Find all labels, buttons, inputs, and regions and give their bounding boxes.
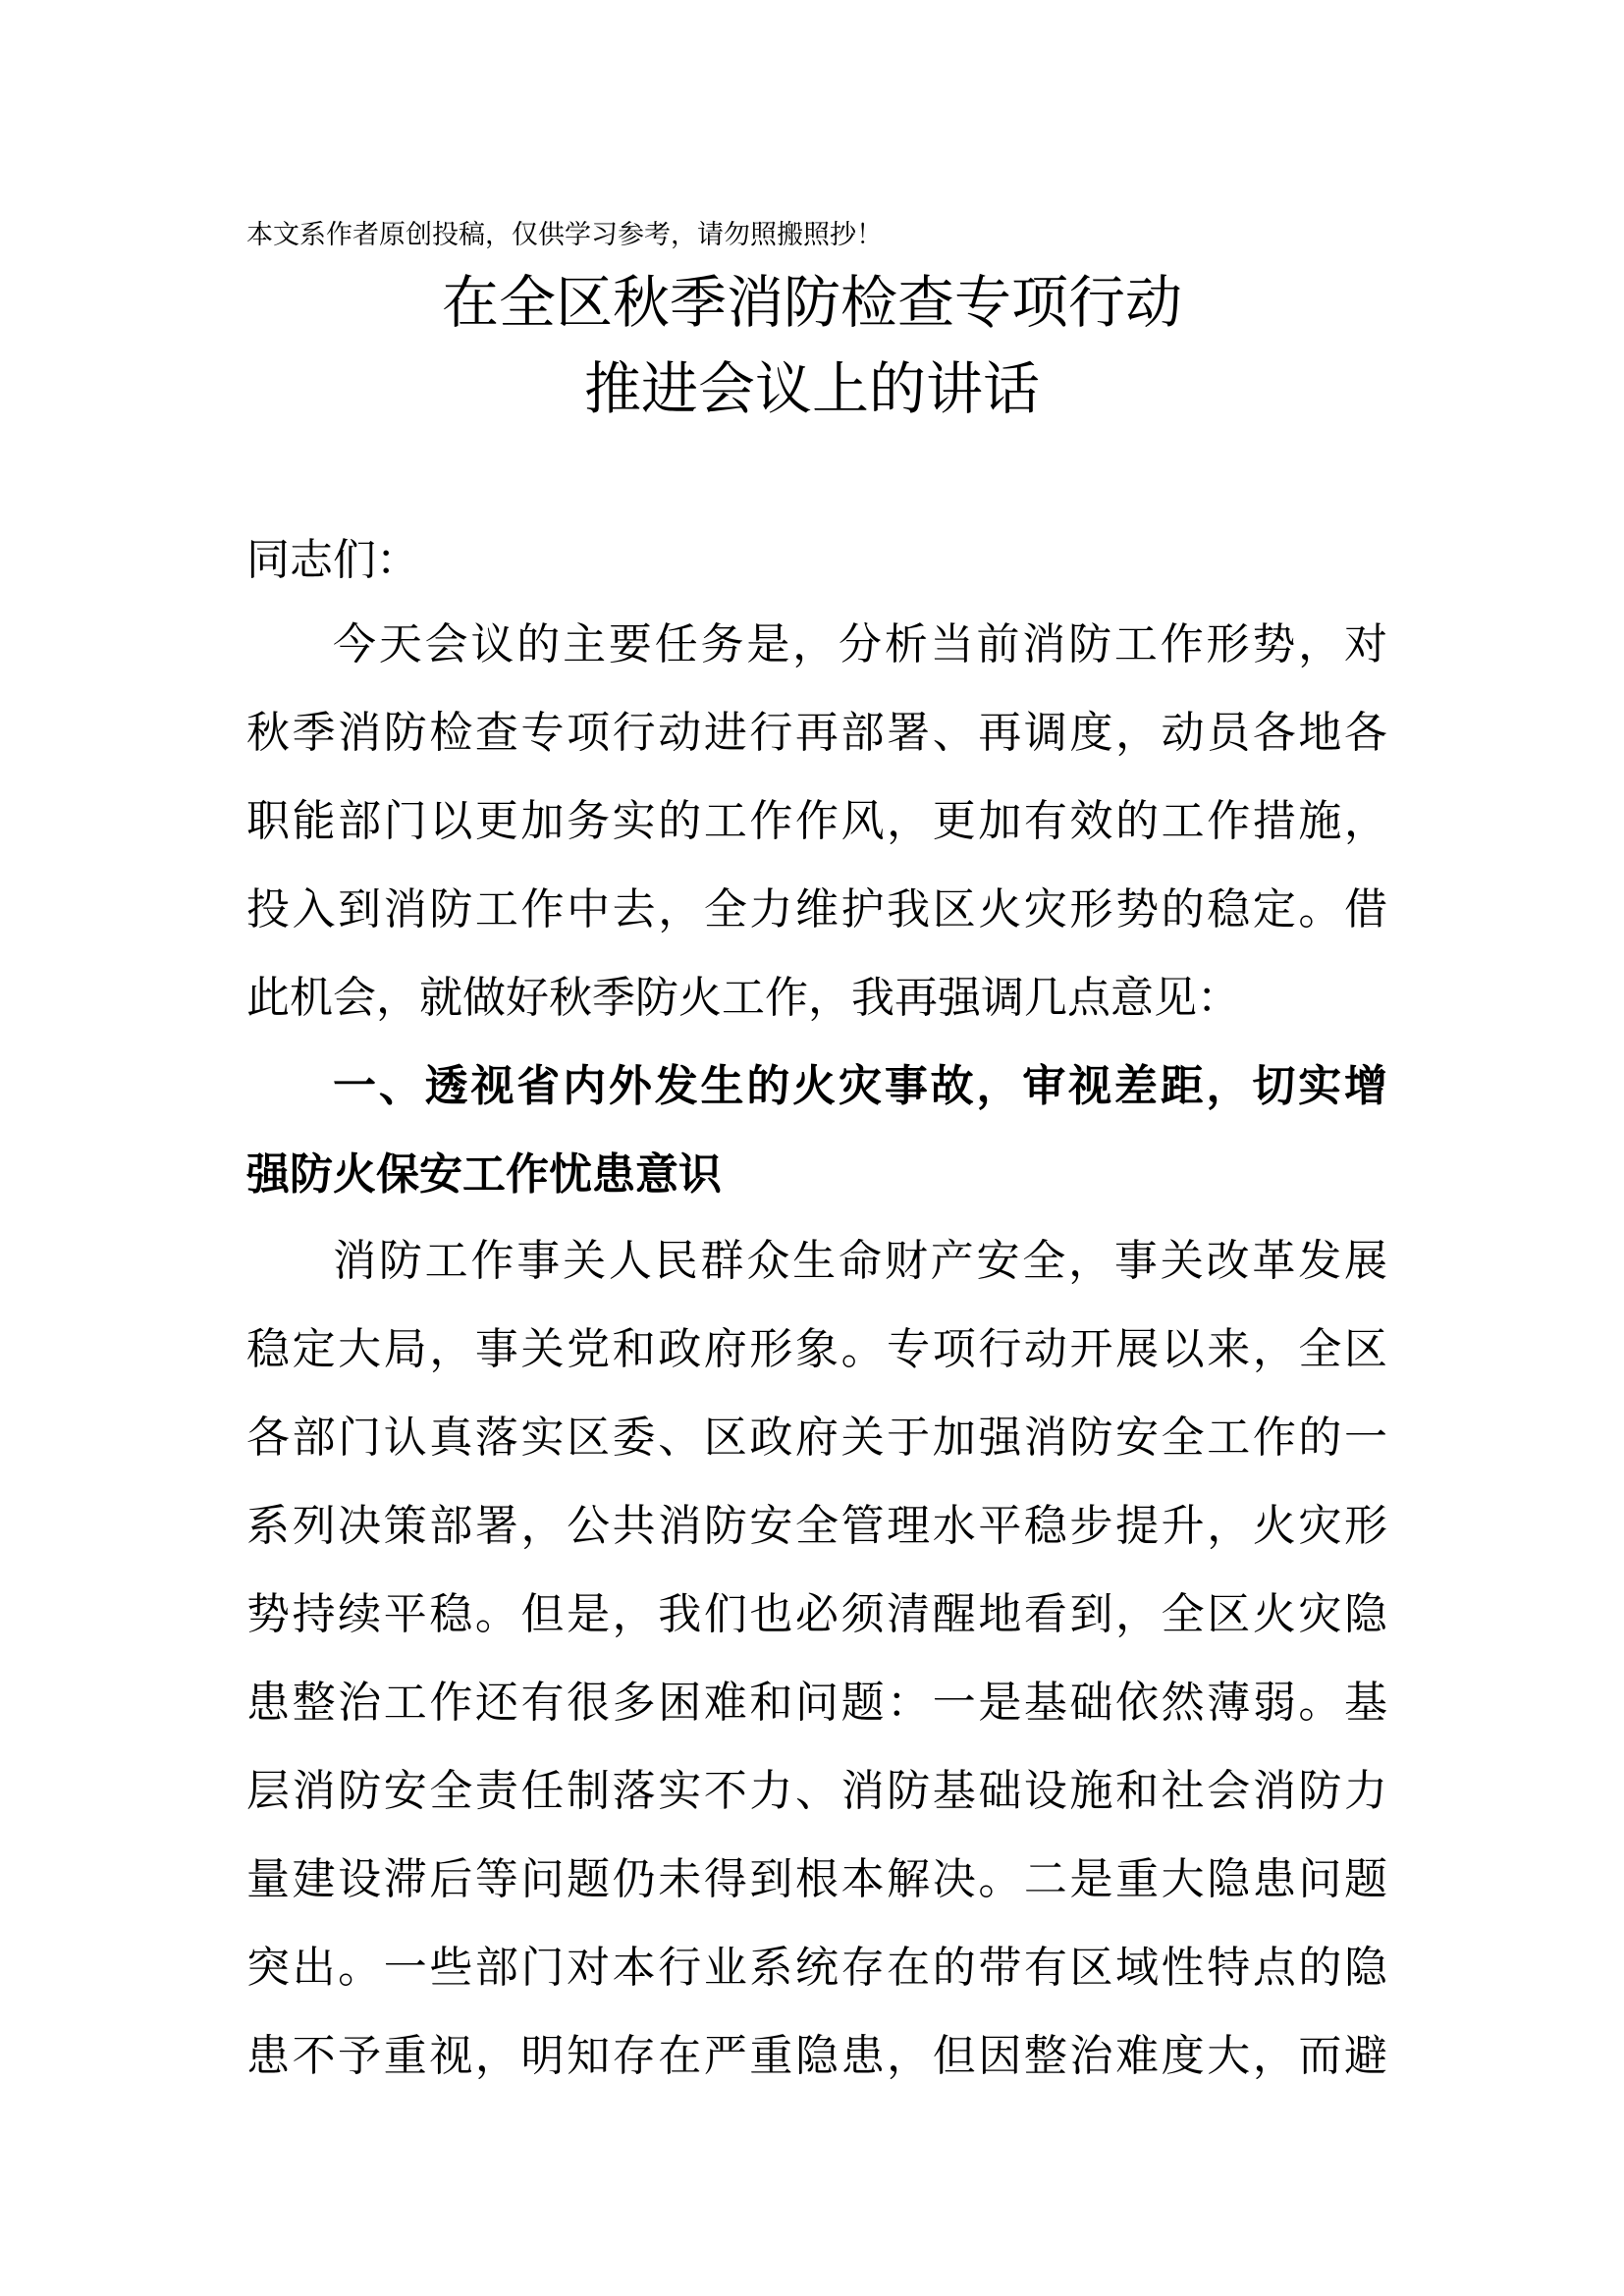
heading-line: 强防火保安工作忧患意识 — [246, 1149, 722, 1200]
text-line: 今天会议的主要任务是，分析当前消防工作形势，对 — [333, 619, 1387, 669]
text-line: 秋季消防检查专项行动进行再部署、再调度，动员各地各 — [246, 708, 1387, 758]
text-line: 稳定大局，事关党和政府形象。专项行动开展以来，全区 — [246, 1324, 1387, 1374]
document-title-line-1: 在全区秋季消防检查专项行动 — [441, 269, 1182, 336]
text-line: 势持续平稳。但是，我们也必须清醒地看到，全区火灾隐 — [246, 1589, 1387, 1639]
text-line: 消防工作事关人民群众生命财产安全，事关改革发展 — [333, 1236, 1387, 1286]
text-line: 投入到消防工作中去，全力维护我区火灾形势的稳定。借 — [246, 884, 1387, 934]
text-line: 层消防安全责任制落实不力、消防基础设施和社会消防力 — [246, 1766, 1387, 1816]
text-line: 患不予重视，明知存在严重隐患，但因整治难度大，而避 — [246, 2031, 1387, 2081]
salutation: 同志们： — [246, 535, 419, 585]
text-line: 量建设滞后等问题仍未得到根本解决。二是重大隐患问题 — [246, 1854, 1387, 1904]
paragraph-intro — [246, 601, 1387, 1042]
paragraph-section-1 — [246, 1217, 1387, 2101]
text-line: 此机会，就做好秋季防火工作，我再强调几点意见： — [246, 973, 1240, 1023]
text-line: 职能部门以更加务实的工作作风，更加有效的工作措施， — [246, 796, 1387, 846]
heading-line: 一、透视省内外发生的火灾事故，审视差距，切实增 — [333, 1061, 1387, 1111]
text-line: 各部门认真落实区委、区政府关于加强消防安全工作的一 — [246, 1413, 1387, 1463]
text-line: 系列决策部署，公共消防安全管理水平稳步提升，火灾形 — [246, 1501, 1387, 1551]
text-line: 突出。一些部门对本行业系统存在的带有区域性特点的隐 — [246, 1943, 1387, 1993]
text-line: 患整治工作还有很多困难和问题：一是基础依然薄弱。基 — [246, 1678, 1387, 1728]
document-title-line-2: 推进会议上的讲话 — [583, 355, 1040, 422]
section-heading-1 — [246, 1042, 1387, 1219]
copyright-notice: 本文系作者原创投稿，仅供学习参考，请勿照搬照抄！ — [246, 220, 883, 250]
